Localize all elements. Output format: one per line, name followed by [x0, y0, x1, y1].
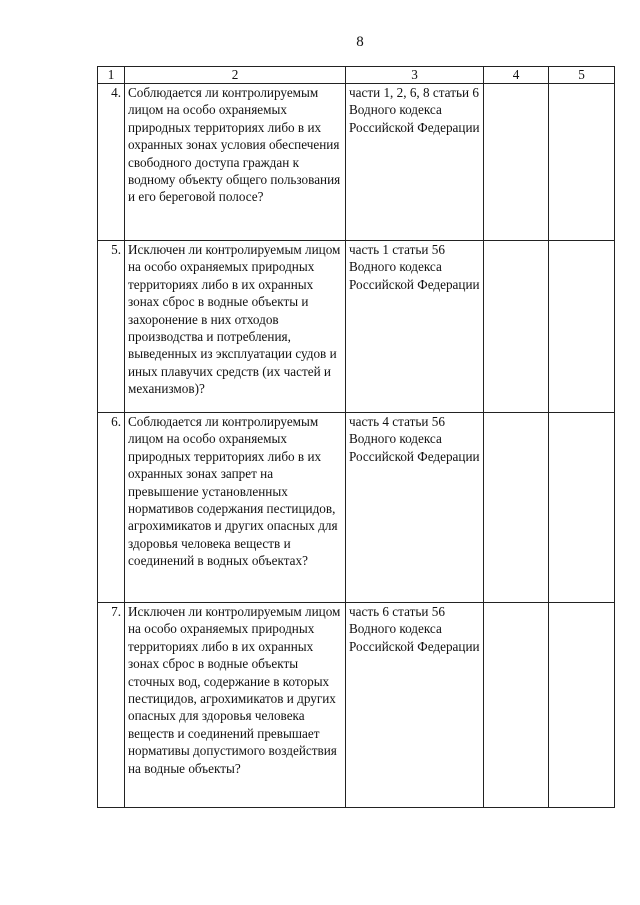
- checklist-table: [97, 66, 615, 808]
- table-row: [98, 603, 615, 808]
- answer-cell: [484, 241, 549, 413]
- answer-cell: [484, 603, 549, 808]
- legal-reference-cell: часть 1 статьи 56 Водного кодекса Российской Федерации: [346, 241, 484, 413]
- table-header-row: [98, 67, 615, 84]
- table-row: [98, 413, 615, 603]
- note-cell: [549, 603, 615, 808]
- note-cell: [549, 241, 615, 413]
- column-header-3: 3: [346, 67, 484, 84]
- legal-reference-cell: часть 6 статьи 56 Водного кодекса Российской Федерации: [346, 603, 484, 808]
- legal-reference-cell: части 1, 2, 6, 8 статьи 6 Водного кодекса Российской Федерации: [346, 84, 484, 241]
- question-cell: Соблюдается ли контролируемым лицом на особо охраняемых природных территориях либо в их охранных зонах запрет на превышение установленных нормативов содержания пестицидов, агрохимикатов и других опасных для здоровья человека веществ и соединений в водных объектах?: [125, 413, 346, 603]
- answer-cell: [484, 413, 549, 603]
- question-cell: Исключен ли контролируемым лицом на особо охраняемых природных территориях либо в их охранных зонах сброс в водные объекты сточных вод, содержание в которых пестицидов, агрохимикатов и других опасных для здоровья человека веществ и соединений превышает нормативы допустимого воздействия на водные объекты?: [125, 603, 346, 808]
- note-cell: [549, 84, 615, 241]
- column-header-1: 1: [98, 67, 125, 84]
- note-cell: [549, 413, 615, 603]
- question-cell: Соблюдается ли контролируемым лицом на особо охраняемых природных территориях либо в их охранных зонах условия обеспечения свободного доступа граждан к водному объекту общего пользования и его береговой полосе?: [125, 84, 346, 241]
- row-number: 4.: [98, 84, 125, 241]
- legal-reference-cell: часть 4 статьи 56 Водного кодекса Российской Федерации: [346, 413, 484, 603]
- row-number: 5.: [98, 241, 125, 413]
- table-row: [98, 241, 615, 413]
- row-number: 6.: [98, 413, 125, 603]
- question-cell: Исключен ли контролируемым лицом на особо охраняемых природных территориях либо в их охранных зонах сброс в водные объекты и захоронение в них отходов производства и потребления, выведенных из эксплуатации судов и иных плавучих средств (их частей и механизмов)?: [125, 241, 346, 413]
- column-header-5: 5: [549, 67, 615, 84]
- page-number: 8: [356, 34, 364, 50]
- column-header-4: 4: [484, 67, 549, 84]
- table-row: [98, 84, 615, 241]
- column-header-2: 2: [125, 67, 346, 84]
- row-number: 7.: [98, 603, 125, 808]
- answer-cell: [484, 84, 549, 241]
